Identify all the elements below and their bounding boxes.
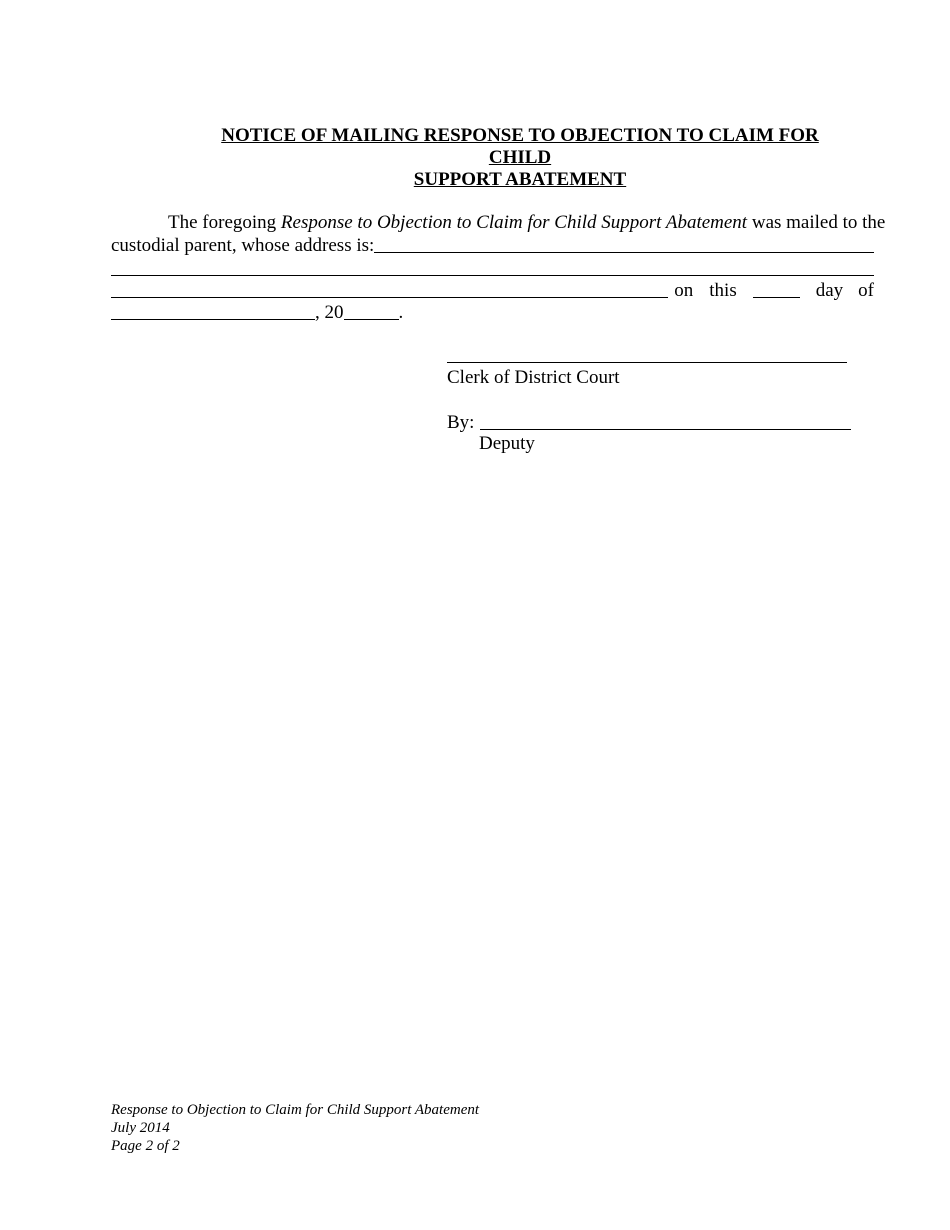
document-title — [190, 125, 850, 191]
deputy-signature-line[interactable] — [480, 411, 851, 430]
footer-page-number: Page 2 of 2 — [111, 1138, 180, 1154]
clerk-signature-line[interactable] — [447, 362, 847, 363]
address-row — [111, 234, 874, 257]
by-row — [447, 411, 851, 434]
day-blank[interactable] — [753, 279, 800, 298]
title-line-2: SUPPORT ABATEMENT — [413, 169, 627, 190]
day-text: day — [815, 280, 844, 301]
of-text: of — [858, 280, 874, 301]
footer-doc-title: Response to Objection to Claim for Child Support Abatement — [111, 1102, 480, 1118]
address-blank[interactable] — [374, 234, 874, 253]
address-blank-line-2[interactable] — [111, 275, 874, 276]
month-blank[interactable] — [111, 301, 315, 320]
on-text: on — [674, 280, 694, 301]
address-blank-line-3[interactable] — [111, 279, 668, 298]
this-text: this — [709, 280, 737, 301]
page-footer — [111, 1101, 479, 1155]
by-label: By: — [447, 412, 475, 433]
paragraph-line-1 — [111, 212, 886, 234]
year-prefix: , 20 — [315, 302, 344, 323]
footer-date: July 2014 — [111, 1120, 170, 1136]
clerk-label: Clerk of District Court — [447, 367, 620, 388]
date-mailed-row — [111, 279, 874, 302]
lead-text: The foregoing — [168, 212, 281, 233]
title-line-1: NOTICE OF MAILING RESPONSE TO OBJECTION TO CLAIM FOR CHILD — [221, 125, 819, 168]
mailing-paragraph — [111, 212, 886, 257]
after-text: was mailed to the — [747, 212, 886, 233]
deputy-label: Deputy — [479, 433, 535, 454]
month-year-row — [111, 301, 403, 324]
period: . — [398, 302, 404, 323]
year-blank[interactable] — [344, 301, 399, 320]
document-reference: Response to Objection to Claim for Child Support Abatement — [280, 212, 748, 233]
address-label: custodial parent, whose address is: — [111, 235, 375, 256]
